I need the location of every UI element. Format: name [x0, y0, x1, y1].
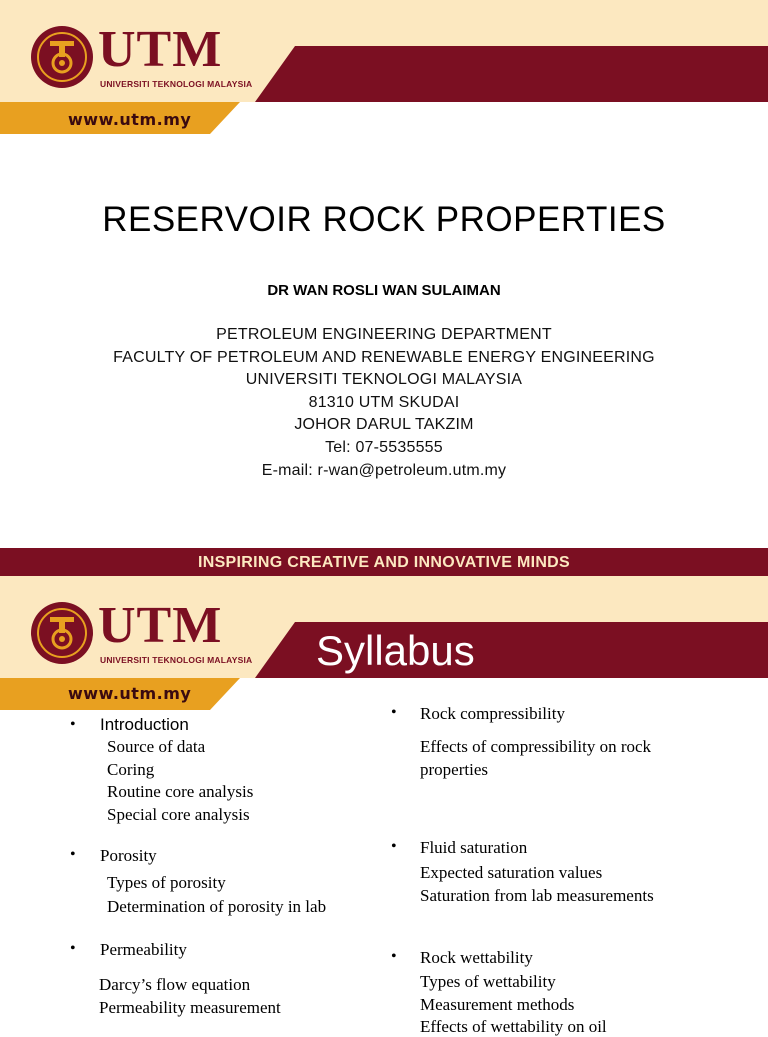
- topic-subitem: Types of porosity: [107, 873, 226, 892]
- faculty-line: FACULTY OF PETROLEUM AND RENEWABLE ENERGY ENGINEERING: [113, 348, 655, 366]
- topic-subitem: properties: [420, 760, 488, 779]
- topic-subitem: Special core analysis: [107, 805, 250, 824]
- bullet-icon: •: [391, 838, 397, 855]
- address-block: [0, 324, 768, 482]
- topic-subitem: Darcy’s flow equation: [99, 975, 251, 994]
- syllabus-right-column: [384, 576, 768, 1036]
- topic-heading: Rock compressibility: [420, 704, 565, 723]
- bullet-icon: •: [70, 846, 76, 863]
- topic-heading: Introduction: [100, 715, 189, 734]
- topic-subitem: Coring: [107, 760, 155, 779]
- author-name: DR WAN ROSLI WAN SULAIMAN: [267, 282, 501, 299]
- website-url[interactable]: www.utm.my: [68, 110, 192, 129]
- logo-subtitle: UNIVERSITI TEKNOLOGI MALAYSIA: [100, 79, 253, 89]
- topic-heading: Permeability: [100, 940, 187, 959]
- topic-subitem: Measurement methods: [420, 995, 575, 1014]
- topic-subitem: Types of wettability: [420, 972, 556, 991]
- phone-line: Tel: 07-5535555: [325, 438, 443, 456]
- website-url[interactable]: www.utm.my: [68, 684, 192, 703]
- postcode-line: 81310 UTM SKUDAI: [308, 393, 460, 411]
- logo-wordmark: UTM: [98, 597, 223, 654]
- slide-title: RESERVOIR ROCK PROPERTIES: [102, 200, 666, 239]
- topic-subitem: Effects of wettability on oil: [420, 1017, 607, 1036]
- topic-subitem: Expected saturation values: [420, 863, 603, 882]
- utm-crest-icon: [30, 25, 94, 89]
- bullet-icon: •: [391, 948, 397, 965]
- bullet-icon: •: [70, 940, 76, 957]
- topic-heading: Fluid saturation: [420, 838, 528, 857]
- bullet-icon: •: [391, 704, 397, 721]
- topic-subitem: Determination of porosity in lab: [107, 897, 327, 916]
- slide-title: Syllabus: [316, 627, 475, 674]
- department-line: PETROLEUM ENGINEERING DEPARTMENT: [216, 326, 552, 343]
- syllabus-slide: [0, 576, 768, 1036]
- topic-heading: Rock wettability: [420, 948, 533, 967]
- email-line[interactable]: E-mail: r-wan@petroleum.utm.my: [261, 461, 507, 479]
- topic-subitem: Effects of compressibility on rock: [420, 737, 652, 756]
- topic-subitem: Routine core analysis: [107, 782, 254, 801]
- logo-subtitle: UNIVERSITI TEKNOLOGI MALAYSIA: [100, 655, 253, 665]
- topic-heading: Porosity: [100, 846, 157, 865]
- topic-subitem: Saturation from lab measurements: [420, 886, 654, 905]
- bullet-icon: •: [70, 716, 76, 733]
- logo-wordmark: UTM: [98, 21, 223, 78]
- state-line: JOHOR DARUL TAKZIM: [294, 416, 474, 434]
- topic-subitem: Source of data: [107, 737, 206, 756]
- university-line: UNIVERSITI TEKNOLOGI MALAYSIA: [245, 371, 523, 389]
- tagline: INSPIRING CREATIVE AND INNOVATIVE MINDS: [197, 554, 571, 571]
- syllabus-left-column: [0, 576, 384, 1024]
- topic-subitem: Permeability measurement: [99, 998, 281, 1017]
